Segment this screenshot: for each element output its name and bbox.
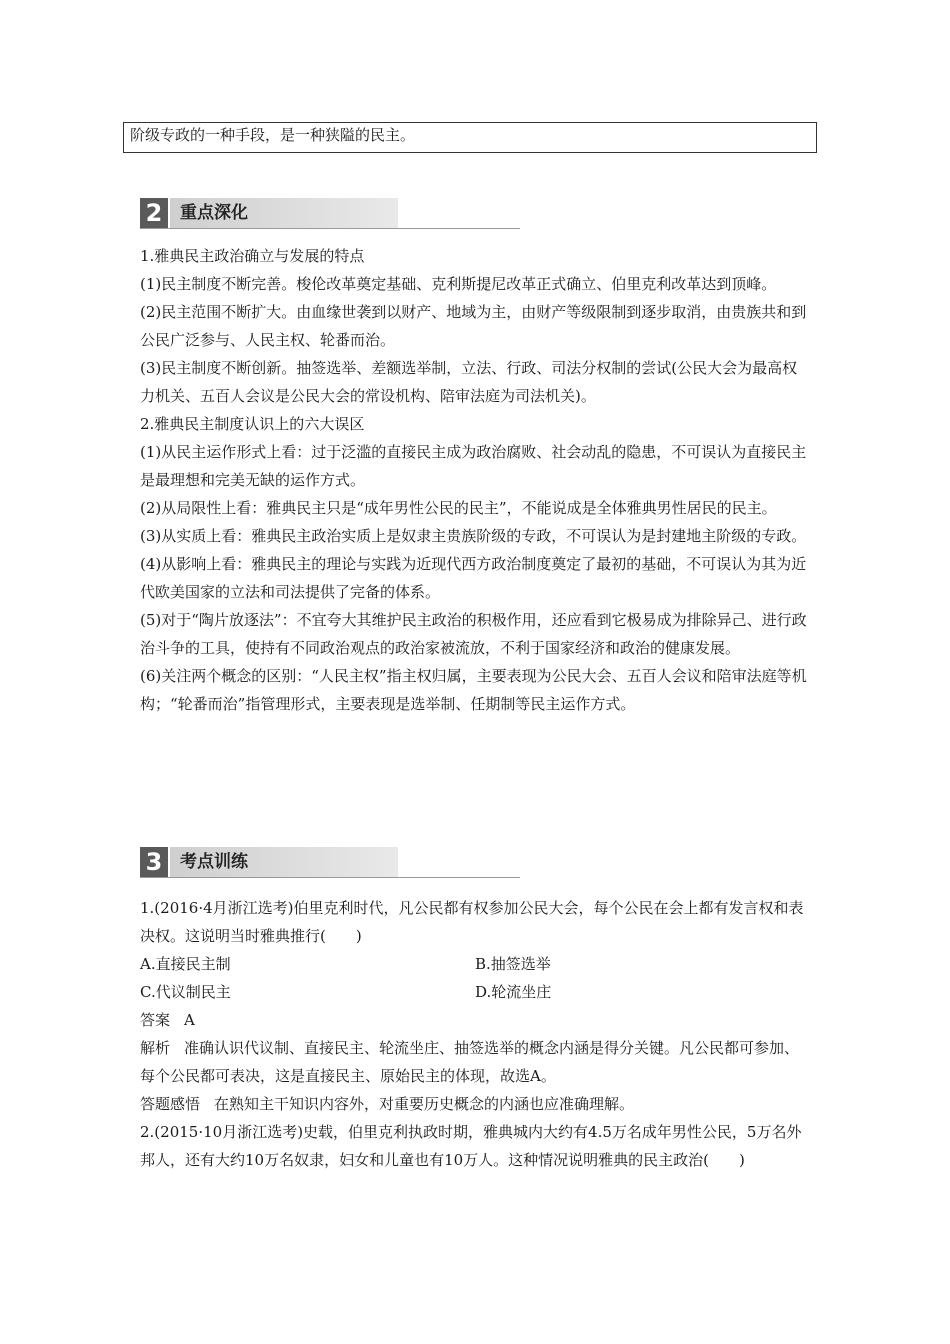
paragraph: 1.雅典民主政治确立与发展的特点 — [140, 247, 365, 265]
paragraph: (5)对于“陶片放逐法”：不宜夸大其维护民主政治的积极作用，还应看到它极易成为排除异己、进行政治斗争的工具，使持有不同政治观点的政治家被流放，不利于国家经济和政治的健康发展。 — [140, 611, 807, 657]
continued-text-box — [123, 122, 817, 153]
key-points-content — [140, 242, 810, 718]
practice-content — [140, 894, 810, 1174]
paragraph: (2)民主范围不断扩大。由血缘世袭到以财产、地域为主，由财产等级限制到逐步取消，由贵族共和到公民广泛参与、人民主权、轮番而治。 — [140, 303, 807, 349]
answer-line — [140, 1006, 810, 1034]
insight-text: 在熟知主干知识内容外，对重要历史概念的内涵也应准确理解。 — [214, 1095, 635, 1113]
option-d: D.轮流坐庄 — [475, 983, 552, 1001]
answer-value: A — [184, 1011, 195, 1029]
section-title: 考点训练 — [180, 852, 248, 872]
section-header-practice — [140, 847, 520, 878]
paragraph: (1)民主制度不断完善。梭伦改革奠定基础、克利斯提尼改革正式确立、伯里克利改革达到顶峰。 — [140, 275, 777, 293]
question-2-stem: 2.(2015·10月浙江选考)史载，伯里克利执政时期，雅典城内大约有4.5万名成年男性公民，5万名外邦人，还有大约10万名奴隶，妇女和儿童也有10万人。这种情况说明雅典的民主政治( ) — [140, 1123, 802, 1169]
analysis-line — [140, 1034, 810, 1090]
paragraph: (6)关注两个概念的区别：“人民主权”指主权归属，主要表现为公民大会、五百人会议和陪审法庭等机构；“轮番而治”指管理形式，主要表现是选举制、任期制等民主运作方式。 — [140, 667, 807, 713]
section-number-badge: 3 — [140, 847, 168, 877]
answer-label: 答案 — [140, 1011, 171, 1029]
paragraph: (3)民主制度不断创新。抽签选举、差额选举制，立法、行政、司法分权制的尝试(公民大会为最高权力机关、五百人会议是公民大会的常设机构、陪审法庭为司法机关)。 — [140, 359, 798, 405]
paragraph: (2)从局限性上看：雅典民主只是“成年男性公民的民主”，不能说成是全体雅典男性居民的民主。 — [140, 499, 777, 517]
section-number-badge: 2 — [140, 198, 168, 228]
analysis-text: 准确认识代议制、直接民主、轮流坐庄、抽签选举的概念内涵是得分关键。凡公民都可参加、每个公民都可表决，这是直接民主、原始民主的体现，故选A。 — [140, 1039, 800, 1085]
question-1-options-row — [140, 950, 810, 978]
question-1-stem: 1.(2016·4月浙江选考)伯里克利时代，凡公民都有权参加公民大会，每个公民在会上都有发言权和表决权。这说明当时雅典推行( ) — [140, 899, 804, 945]
option-a: A.直接民主制 — [140, 955, 231, 973]
paragraph: (4)从影响上看：雅典民主的理论与实践为近现代西方政治制度奠定了最初的基础，不可误认为其为近代欧美国家的立法和司法提供了完备的体系。 — [140, 555, 807, 601]
paragraph: 2.雅典民主制度认识上的六大误区 — [140, 415, 365, 433]
section-header-key-points — [140, 198, 520, 229]
paragraph: (1)从民主运作形式上看：过于泛滥的直接民主成为政治腐败、社会动乱的隐患，不可误认为直接民主是最理想和完美无缺的运作方式。 — [140, 443, 807, 489]
box-text: 阶级专政的一种手段，是一种狭隘的民主。 — [130, 126, 416, 144]
option-c: C.代议制民主 — [140, 983, 231, 1001]
insight-label: 答题感悟 — [140, 1095, 201, 1113]
section-title: 重点深化 — [180, 203, 248, 223]
option-b: B.抽签选举 — [475, 955, 551, 973]
question-1-options-row — [140, 978, 810, 1006]
paragraph: (3)从实质上看：雅典民主政治实质上是奴隶主贵族阶级的专政，不可误认为是封建地主阶级的专政。 — [140, 527, 807, 545]
analysis-label: 解析 — [140, 1039, 171, 1057]
insight-line — [140, 1090, 810, 1118]
